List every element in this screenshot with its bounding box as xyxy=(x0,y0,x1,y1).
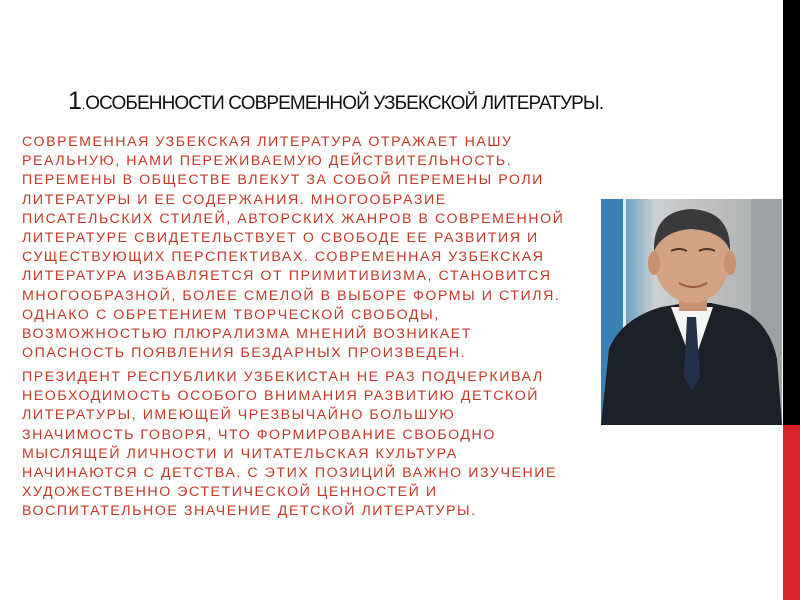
title-dot: . xyxy=(81,98,86,112)
paragraph-literature: СОВРЕМЕННАЯ УЗБЕКСКАЯ ЛИТЕРАТУРА ОТРАЖАЕТ НАШУ РЕАЛЬНУЮ, НАМИ ПЕРЕЖИВАЕМУЮ ДЕЙСТВИТЕЛЬНОСТЬ. ПЕРЕМЕНЫ В ОБЩЕСТВЕ ВЛЕКУТ ЗА СОБОЙ ПЕРЕМЕНЫ РОЛИ ЛИТЕРАТУРЫ И ЕЕ СОДЕРЖАНИЯ. МНОГООБРАЗИЕ ПИСАТЕЛЬСКИХ СТИЛЕЙ, АВТОРСКИХ ЖАНРОВ В СОВРЕМЕННОЙ ЛИТЕРАТУРЕ СВИДЕТЕЛЬСТВУЕТ О СВОБОДЕ ЕЕ РАЗВИТИЯ И СУЩЕСТВУЮЩИХ ПЕРСПЕКТИВАХ. СОВРЕМЕННАЯ УЗБЕКСКАЯ ЛИТЕРАТУРА ИЗБАВЛЯЕТСЯ ОТ ПРИМИТИВИЗМА, СТАНОВИТСЯ МНОГООБРАЗНОЙ, БОЛЕЕ СМЕЛОЙ В ВЫБОРЕ ФОРМЫ И СТИЛЯ. ОДНАКО С ОБРЕТЕНИЕМ ТВОРЧЕСКОЙ СВОБОДЫ, ВОЗМОЖНОСТЬЮ ПЛЮРАЛИЗМА МНЕНИЙ ВОЗНИКАЕТ ОПАСНОСТЬ ПОЯВЛЕНИЯ БЕЗДАРНЫХ ПРОИЗВЕДЕН. xyxy=(22,134,565,362)
paragraph-president: ПРЕЗИДЕНТ РЕСПУБЛИКИ УЗБЕКИСТАН НЕ РАЗ ПОДЧЕРКИВАЛ НЕОБХОДИМОСТЬ ОСОБОГО ВНИМАНИЯ РАЗВИТИЮ ДЕТСКОЙ ЛИТЕРАТУРЫ, ИМЕЮЩЕЙ ЧРЕЗВЫЧАЙНО БОЛЬШУЮ ЗНАЧИМОСТЬ ГОВОРЯ, ЧТО ФОРМИРОВАНИЕ СВОБОДНО МЫСЛЯЩЕЙ ЛИЧНОСТИ И ЧИТАТЕЛЬСКАЯ КУЛЬТУРА НАЧИНАЮТСЯ С ДЕТСТВА. С ЭТИХ ПОЗИЦИЙ ВАЖНО ИЗУЧЕНИЕ ХУДОЖЕСТВЕННО ЭСТЕТИЧЕСКОЙ ЦЕННОСТЕЙ И ВОСПИТАТЕЛЬНОЕ ЗНАЧЕНИЕ ДЕТСКОЙ ЛИТЕРАТУРЫ. xyxy=(22,369,558,520)
left-ear xyxy=(648,251,660,275)
slide-title xyxy=(68,80,603,117)
right-side-red-accent xyxy=(783,425,800,600)
title-text: ОСОБЕННОСТИ СОВРЕМЕННОЙ УЗБЕКСКОЙ ЛИТЕРАТУРЫ. xyxy=(85,93,604,114)
title-number: 1 xyxy=(68,87,82,115)
portrait-photo xyxy=(601,199,782,425)
portrait-illustration xyxy=(601,199,782,425)
right-ear xyxy=(724,251,736,275)
